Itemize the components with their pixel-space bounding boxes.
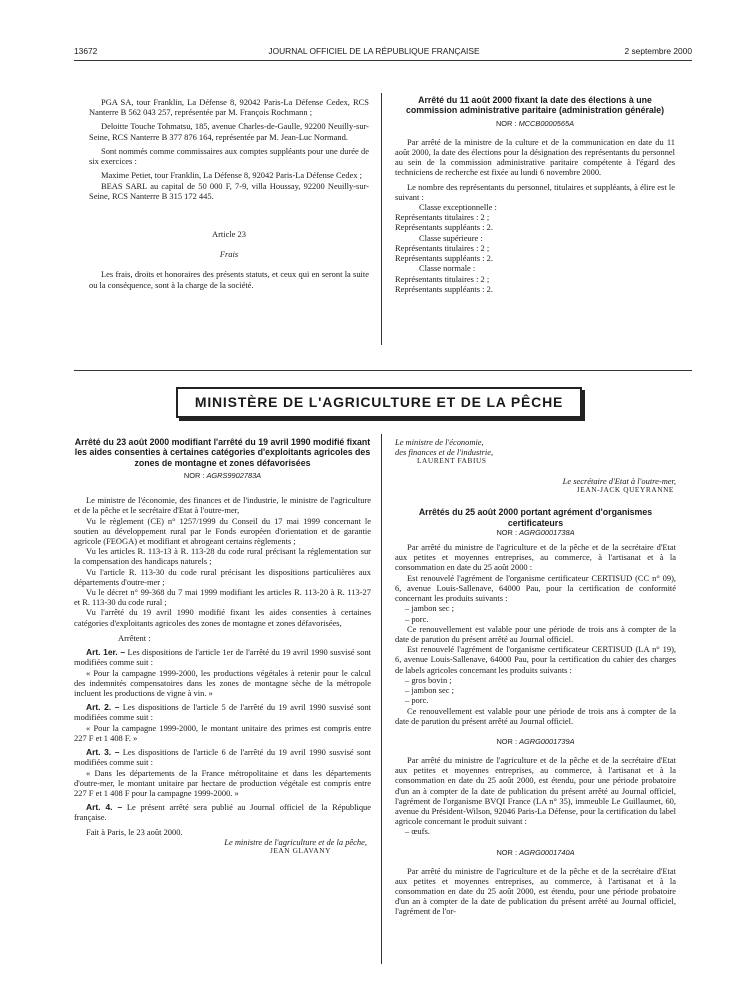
visa: Vu le décret n° 99-368 du 7 mai 1999 modifiant les articles R. 113-20 à R. 113-27 et R. 113-30 du code rural ; [74,587,371,608]
paragraph: Deloitte Touche Tohmatsu, 185, avenue Charles-de-Gaulle, 92200 Neuilly-sur-Seine, RCS Nanterre B 377 876 164, représentée par M. Jean-Luc Normand. [89,121,369,142]
section-rule [74,370,692,371]
article-quote: « Pour la campagne 1999-2000, le montant unitaire des primes est compris entre 227 F et 1 408 F. » [74,722,371,743]
top-right-column [395,95,675,294]
signature-title: Le ministre de l'agriculture et de la pêche, [224,836,367,847]
paragraph: BEAS SARL au capital de 50 000 F, 7-9, villa Houssay, 92200 Neuilly-sur-Seine, RCS Nanterre B 315 172 445. [89,180,369,201]
class-line: Représentants titulaires : 2 ; [395,212,490,223]
class-name: Classe exceptionnelle : [419,202,497,213]
decree-title: Arrêté du 23 août 2000 modifiant l'arrêté du 19 avril 1990 modifié fixant les aides consenties à certaines catégories d'exploitants agricoles des zones de montagne et zones défavorisées [74,437,371,468]
list-item: – porc. [405,695,429,706]
class-name: Classe supérieure : [419,232,483,243]
class-name: Classe normale : [419,263,476,274]
class-line: Représentants suppléants : 2. [395,253,493,264]
signature-title: Le secrétaire d'Etat à l'outre-mer, [562,476,676,487]
signature-name: LAURENT FABIUS [417,456,487,466]
header-rule [74,60,692,61]
paragraph: Ce renouvellement est valable pour une période de trois ans à compter de la date de parution du présent arrêté au Journal officiel. [395,623,676,644]
paragraph: Par arrêté du ministre de l'agriculture et de la pêche et de la secrétaire d'Etat aux petites et moyennes entreprises, au commerce, à l'artisanat et à la consommation en date du 25 août 2000 : [395,542,676,573]
article: Art. 4. – Le présent arrêté sera publié au Journal officiel de la République française. [74,802,372,823]
nor-reference: NOR : AGRG0001740A [496,847,575,857]
paragraph: Sont nommés comme commissaires aux comptes suppléants pour une durée de six exercices : [89,145,369,167]
nor-reference: NOR : AGRG0001738A [496,528,575,538]
article-title: Article 23 [212,228,246,239]
issue-date: 2 septembre 2000 [624,46,692,56]
article-subtitle: Frais [219,249,239,260]
bottom-right-column [395,437,676,917]
list-item: – jambon sec ; [405,603,454,614]
signature-name: JEAN GLAVANY [269,846,331,856]
done-at: Fait à Paris, le 23 août 2000. [86,826,183,837]
ministry-banner: MINISTÈRE DE L'AGRICULTURE ET DE LA PÊCHE [176,387,582,418]
column-divider-bottom [381,434,382,964]
arretent: Arrêtent : [118,632,151,643]
visa: Vu les articles R. 113-13 à R. 113-28 du code rural précisant la réglementation sur la compensation des handicaps naturels ; [74,546,371,567]
list-item: – jambon sec ; [405,685,454,696]
page-number: 13672 [74,46,98,56]
article-quote: « Pour la campagne 1999-2000, les productions végétales à retenir pour le calcul des indemnités compensatoires dans les zones de montagne sèche de la métropole incluent les productions de vigne à vin. » [74,667,371,699]
decree-title: Arrêtés du 25 août 2000 portant agrément d'organismes certificateurs [418,507,653,528]
class-line: Représentants suppléants : 2. [395,283,493,294]
paragraph: Ce renouvellement est valable pour une période de trois ans à compter de la date de parution du présent arrêté au Journal officiel. [395,705,676,726]
article: Art. 1er. – Les dispositions de l'article 1er de l'arrêté du 19 avril 1990 susvisé sont modifiées comme suit : [74,647,372,668]
journal-title: JOURNAL OFFICIEL DE LA RÉPUBLIQUE FRANÇAISE [268,46,480,56]
signature-name: JEAN-JACK QUEYRANNE [576,485,674,495]
bottom-left-column [74,437,371,856]
paragraph: Par arrêté du ministre de l'agriculture et de la pêche et de la secrétaire d'Etat aux petites et moyennes entreprises, au commerce, à l'artisanat et à la consommation en date du 25 août 2000, est étendu, pour une période probatoire d'un an à compter de la date de publication du présent arrêté au Journal officiel, l'agrément de l'or- [395,865,676,917]
top-left-column [89,97,369,290]
article-quote: « Dans les départements de la France métropolitaine et dans les départements d'outre-mer, le montant unitaire par hectare de production végétale est compris entre 227 F et 1 408 F pour la campagne 1999-2000. » [74,767,371,798]
paragraph: Par arrêté du ministre de l'agriculture et de la pêche et de la secrétaire d'Etat aux petites et moyennes entreprises, au commerce, à l'artisanat et à la consommation en date du 25 août 2000, est étendu, pour une période probatoire d'un an à compter de la date de publication du présent arrêté au Journal officiel, l'agrément de l'organisme BVQI France (LA n° 35), immeuble Le Guillaumet, 60, avenue du Président-Wilson, 92046 Paris-La Défense, pour la certification du label agricole concernant le produit suivant : [395,754,676,827]
signature-title: Le ministre de l'économie, [395,437,484,447]
nor-reference: NOR : AGRS9902783A [183,471,262,481]
visa: Vu le règlement (CE) n° 1257/1999 du Conseil du 17 mai 1999 concernant le soutien au développement rural par le Fonds européen d'orientation et de garantie agricole (FEOGA) et modifiant et abrogeant certains règlements ; [74,515,371,546]
intro: Le ministre de l'économie, des finances et de l'industrie, le ministre de l'agriculture et de la pêche et le secrétaire d'Etat à l'outre-mer, [74,495,371,516]
nor-reference: NOR : MCCB0000565A [495,118,575,128]
list-item: – gros bovin ; [405,674,452,685]
paragraph: Maxime Petiet, tour Franklin, La Défense 8, 92042 Paris-La Défense Cedex ; [101,170,363,181]
nor-reference: NOR : AGRG0001739A [496,736,575,746]
paragraph: Le nombre des représentants du personnel, titulaires et suppléants, à élire est le suivant : [395,181,675,202]
signature-title: des finances et de l'industrie, [395,447,494,458]
class-line: Représentants titulaires : 2 ; [395,242,490,253]
paragraph: Par arrêté de la ministre de la culture et de la communication en date du 11 août 2000, la date des élections pour la désignation des représentants du personnel au sein de la commission administrative paritaire compétente à l'égard des techniciens de recherche est fixée au lundi 6 novembre 2000. [395,136,675,178]
list-item: – œufs. [405,826,430,837]
list-item: – porc. [405,613,429,624]
paragraph: Est renouvelé l'agrément de l'organisme certificateur CERTISUD (LA n° 19), 6, avenue Louis-Sallenave, 64000 Pau, pour la certification du cahier des charges de labels agricoles concernant les produits suivants : [395,644,676,675]
decree-title: Arrêté du 11 août 2000 fixant la date des élections à une commission administrative paritaire (administration générale) [405,95,665,116]
paragraph: Est renouvelé l'agrément de l'organisme certificateur CERTISUD (CC n° 09), 6, avenue Louis-Sallenave, 64000 Pau, pour la certification de conformité concernant les produits suivants : [395,572,676,604]
visa: Vu l'arrêté du 19 avril 1990 modifié fixant les aides consenties à certaines catégories d'exploitants agricoles des zones de montagne et zones défavorisées, [74,607,371,628]
class-line: Représentants suppléants : 2. [395,222,493,233]
article-text: Les frais, droits et honoraires des présents statuts, et ceux qui en seront la suite ou la conséquence, sont à la charge de la société. [89,269,369,290]
visa: Vu l'article R. 113-30 du code rural précisant les dispositions particulières aux départements d'outre-mer ; [74,566,371,587]
article: Art. 3. – Les dispositions de l'article 6 de l'arrêté du 19 avril 1990 susvisé sont modifiées comme suit : [74,747,372,768]
article: Art. 2. – Les dispositions de l'article 5 de l'arrêté du 19 avril 1990 susvisé sont modifiées comme suit : [74,702,372,723]
column-divider-top [381,93,382,345]
class-line: Représentants titulaires : 2 ; [395,273,490,284]
paragraph: PGA SA, tour Franklin, La Défense 8, 92042 Paris-La Défense Cedex, RCS Nanterre B 562 043 257, représentée par M. François Rochmann ; [89,97,369,118]
